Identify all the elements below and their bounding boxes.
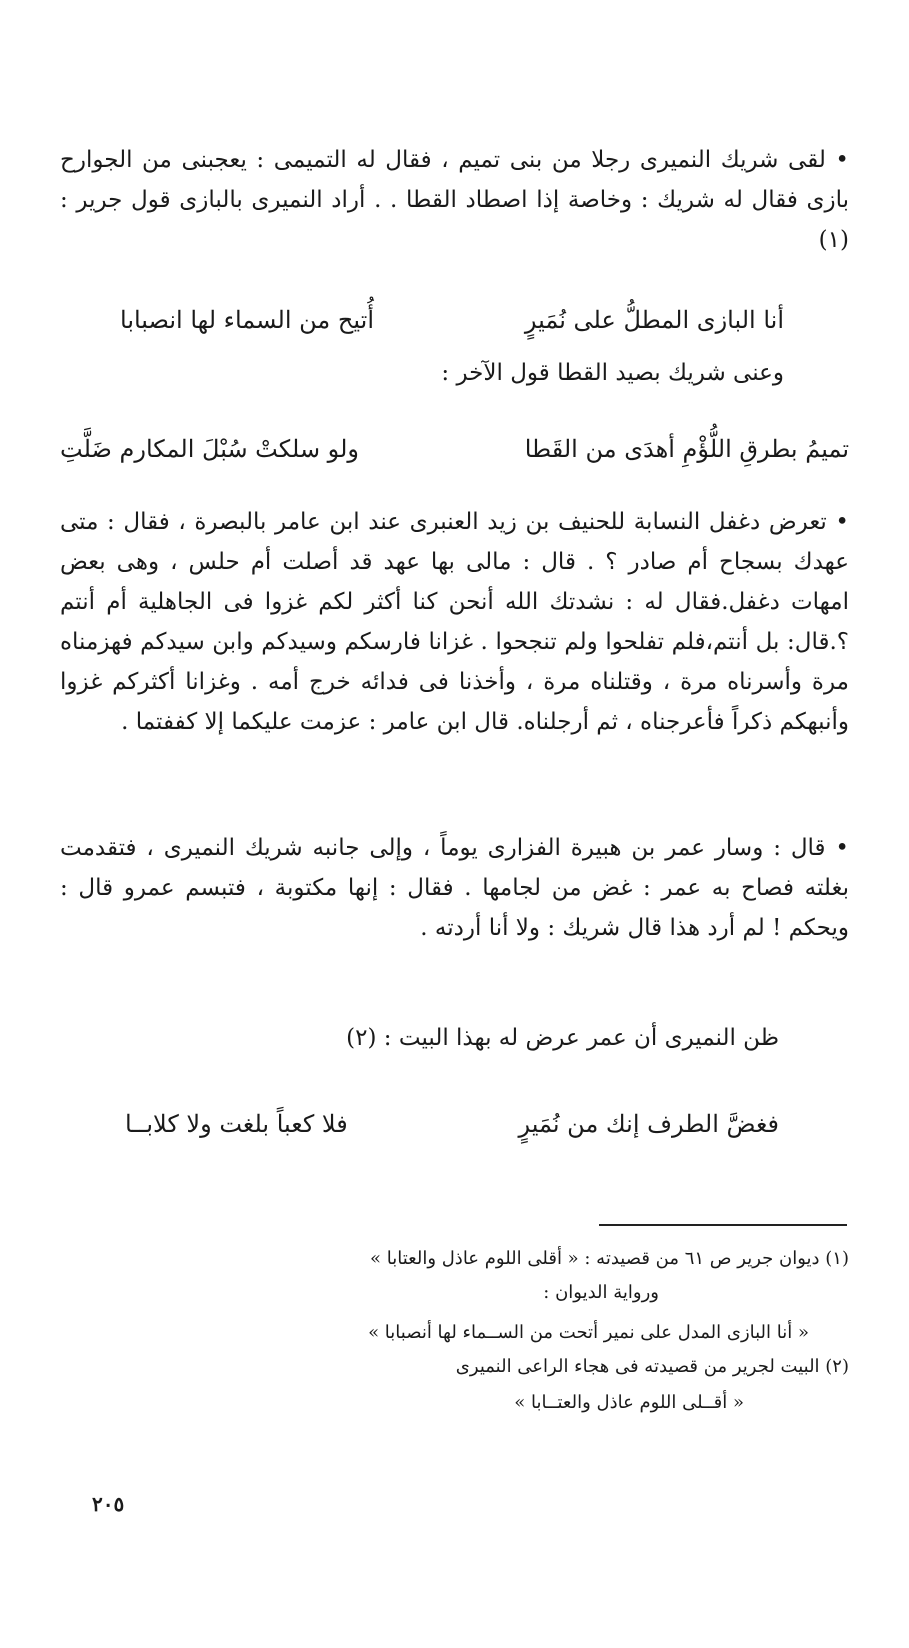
anecdote-paragraph-3: [60, 828, 849, 948]
footnote-1-line-2: ورواية الديوان :: [543, 1282, 659, 1303]
verse-1-first-hemistich: أنا البازى المطلُّ على نُمَيرٍ: [524, 306, 784, 334]
verse-line-1: [120, 306, 784, 334]
anecdote-paragraph-2: [60, 502, 849, 742]
verse-3-first-hemistich: فغضَّ الطرف إنك من نُمَيرٍ: [518, 1110, 779, 1138]
footnote-divider: [599, 1224, 847, 1226]
verse-3-intro: ظن النميرى أن عمر عرض له بهذا البيت : (٢): [346, 1025, 779, 1051]
verse-1-second-hemistich: أُتيح من السماء لها انصبابا: [120, 306, 374, 334]
verse-3-second-hemistich: فلا كعباً بلغت ولا كلابــا: [125, 1110, 348, 1138]
verse-line-2: [60, 435, 849, 463]
footnote-1-line-1: (١) ديوان جرير ص ٦١ من قصيدته : « أقلى اللوم عاذل والعتابا »: [370, 1248, 849, 1269]
footnote-1-line-3: « أنا البازى المدل على نمير أتحت من الســماء لها أنصبابا »: [368, 1322, 809, 1343]
verse-line-3: [125, 1110, 779, 1138]
verse-2-second-hemistich: ولو سلكتْ سُبْلَ المكارم ضَلَّتِ: [60, 435, 359, 463]
footnote-2-line-1: (٢) البيت لجرير من قصيدته فى هجاء الراعى النميرى: [455, 1356, 849, 1377]
anecdote-text-1: • لقى شريك النميرى رجلا من بنى تميم ، فقال له التميمى : يعجبنى من الجوارح بازى فقال له شريك : وخاصة إذا اصطاد القطا . . أراد النميرى بالبازى قول جرير : (١): [60, 147, 849, 253]
verse-2-intro: وعنى شريك بصيد القطا قول الآخر :: [441, 360, 784, 386]
anecdote-text-2: • تعرض دغفل النسابة للحنيف بن زيد العنبرى عند ابن عامر بالبصرة ، فقال : متى عهدك بسجاح أم صادر ؟ . قال : مالى بها عهد قد أصلت أم حلس ، وهى بعض امهات دغفل.فقال له : نشدتك الله أنحن كنا أكثر لكم غزوا فى الجاهلية أم أنتم ؟.قال: بل أنتم،فلم تفلحوا ولم تنجحوا . غزانا فارسكم وسيدكم وابن سيدكم فهزمناه مرة وأسرناه مرة ، وقتلناه مرة ، وأخذنا فى فدائه خرج أمه . وغزانا أكثركم غزوا وأنبهكم ذكراً فأعرجناه ، ثم أرجلناه. قال ابن عامر : عزمت عليكما إلا كففتما .: [60, 509, 849, 735]
anecdote-text-3: • قال : وسار عمر بن هبيرة الفزارى يوماً ، وإلى جانبه شريك النميرى ، فتقدمت بغلته فصاح به عمر : غض من لجامها . فقال : إنها مكتوبة ، فتبسم عمرو قال : ويحكم ! لم أرد هذا قال شريك : ولا أنا أردته .: [60, 835, 850, 941]
verse-2-first-hemistich: تميمُ بطرقِ اللُّؤْمِ أهدَى من القَطا: [524, 435, 849, 463]
anecdote-paragraph-1: [60, 140, 849, 260]
page-number: ٢٠٥: [92, 1492, 125, 1516]
footnote-2-line-2: « أقــلى اللوم عاذل والعتــابا »: [514, 1392, 744, 1413]
